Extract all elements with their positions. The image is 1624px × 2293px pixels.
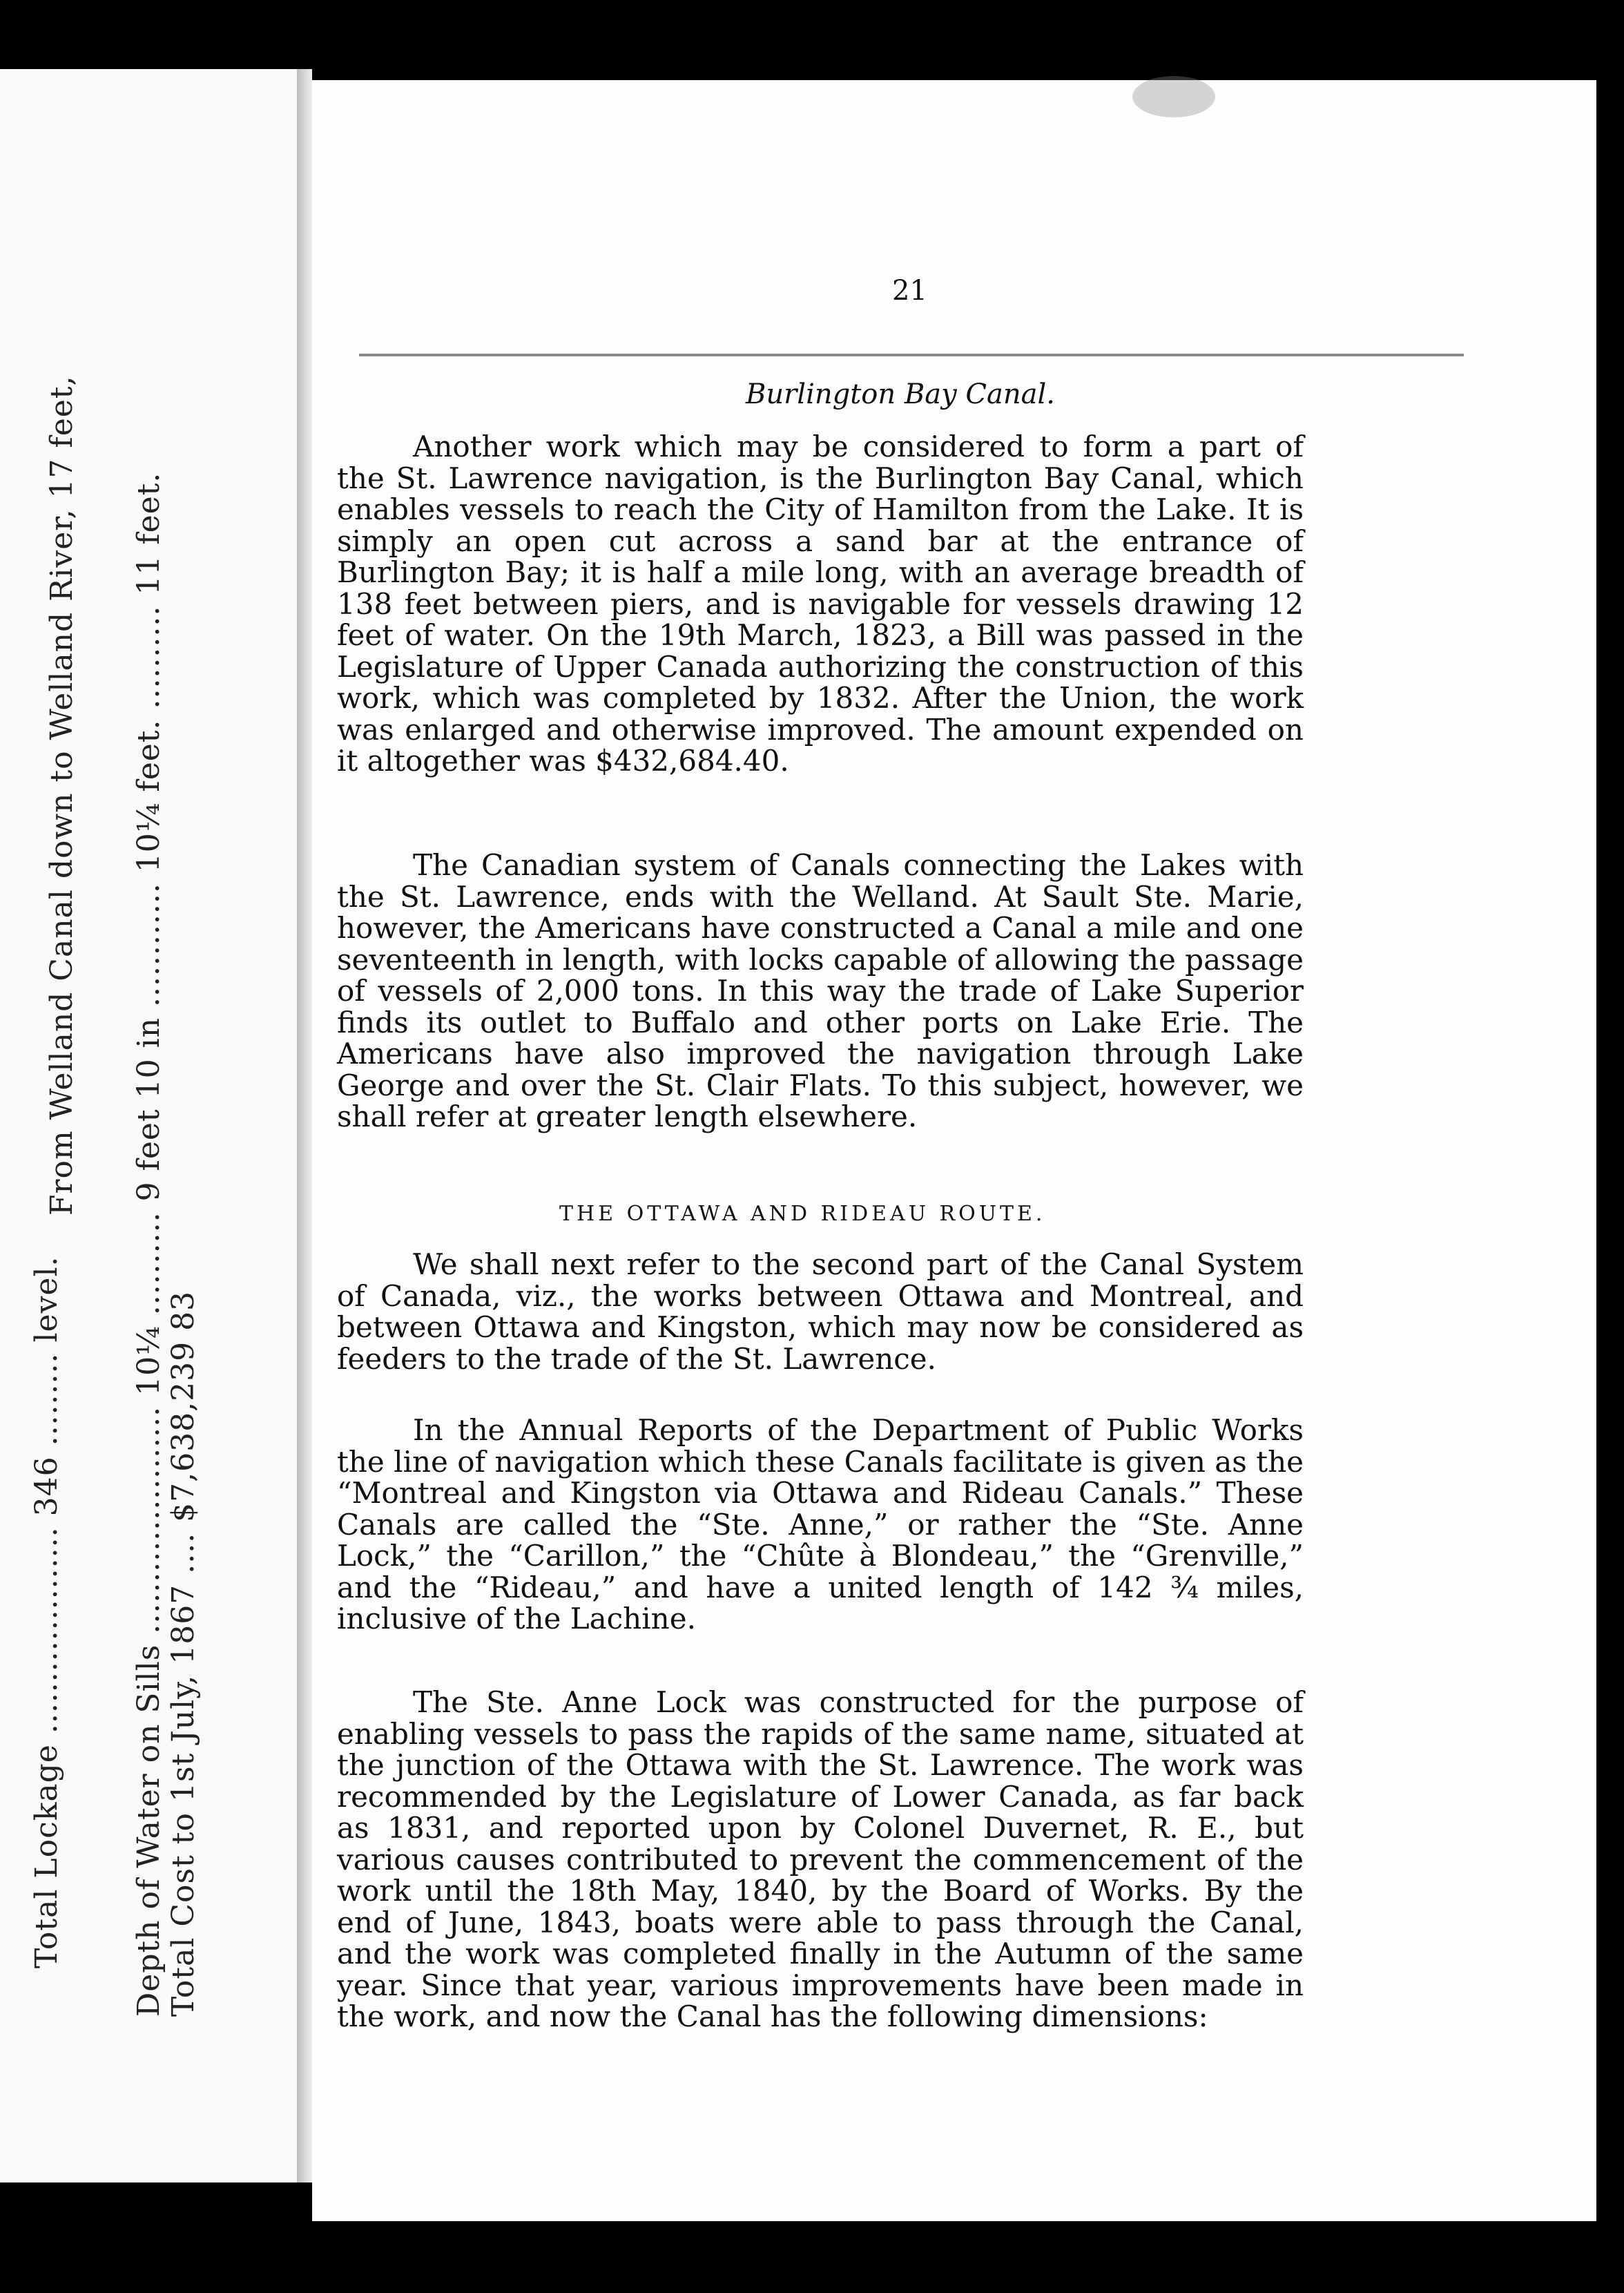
table-label: From Welland Canal down to Welland River, 17 feet, [44,375,79,1216]
table-label: Total Cost to 1st July, 1867 [166,1584,201,2017]
dot-leader: .................... [29,1526,64,1734]
dot-leader: ............ [131,872,166,1008]
table-row-total-cost [166,1291,201,2017]
table-value: 10¼ [131,1325,166,1396]
dot-leader: ...................... [131,1395,166,1634]
paragraph-annual-reports: In the Annual Reports of the Department of Public Works the line of navigation which these Canals facilitate is given as the “Montreal and Kingston via Ottawa and Rideau Canals.” These Canals are called the “Ste. Anne,” or rather the “Ste. Anne Lock,” the “Carillon,” the “Chûte à Blondeau,” the “Grenville,” and the “Rideau,” and have a united length of 142 ¾ miles, inclusive of the Lachine. [337,1413,1304,1635]
header-rule [359,354,1464,356]
dot-leader: .... [166,1522,201,1574]
table-row-welland-river [44,376,80,1216]
dot-leader: .......... [131,1201,166,1316]
table-level-word: level. [29,1256,64,1343]
table-row-total-lockage [29,1256,64,1968]
table-label: Depth of Water on Sills [131,1644,166,2017]
dot-leader: ......... [29,1342,64,1446]
paragraph-ottawa-intro: We shall next refer to the second part of the Canal System of Canada, viz., the works between Ottawa and Montreal, and between Ottawa and Kingston, which may now be considered as feeders to the trade of the St. Lawrence. [337,1247,1304,1376]
table-label: Total Lockage [29,1744,64,1968]
section-title: Burlington Bay Canal. [746,378,1055,410]
table-extra: 9 feet 10 in [131,1017,166,1202]
table-value-2: 11 feet. [131,472,166,595]
table-extra-2: 10¼ feet. [131,719,166,873]
page-stain [1132,76,1215,117]
book-spine [297,69,312,2182]
paragraph-canadian-system: The Canadian system of Canals connecting the Lakes with the St. Lawrence, ends with the Welland. At Sault Ste. Marie, however, the Americans have constructed a Canal a mile and one seventeenth in length, with locks capable of allowing the passage of vessels of 2,000 tons. In this way the trade of Lake Superior finds its outlet to Buffalo and other ports on Lake Erie. The Americans have also improved the navigation through Lake George and over the St. Clair Flats. To this subject, however, we shall refer at greater length elsewhere. [337,848,1304,1133]
dot-leader: .......... [131,595,166,709]
table-value: $7,638,239 83 [166,1290,201,1522]
page-number: 21 [892,275,927,307]
route-heading: THE OTTAWA AND RIDEAU ROUTE. [559,1202,1046,1226]
table-value: 346 [29,1456,64,1517]
paragraph-burlington: Another work which may be considered to form a part of the St. Lawrence navigation, is the Burlington Bay Canal, which enables vessels to reach the City of Hamilton from the Lake. It is simply an open cut across a sand bar at the entrance of Burlington Bay; it is half a mile long, with an average breadth of 138 feet between piers, and is navigable for vessels drawing 12 feet of water. On the 19th March, 1823, a Bill was passed in the Legislature of Upper Canada authorizing the construction of this work, which was completed by 1832. After the Union, the work was enlarged and otherwise improved. The amount expended on it altogether was $432,684.40. [337,430,1304,778]
paragraph-ste-anne: The Ste. Anne Lock was constructed for the purpose of enabling vessels to pass the rapids of the same name, situated at the junction of the Ottawa with the St. Lawrence. The work was recommended by the Legislature of Lower Canada, as far back as 1831, and reported upon by Colonel Duvernet, R. E., but various causes contributed to prevent the commencement of the work until the 18th May, 1840, by the Board of Works. By the end of June, 1843, boats were able to pass through the Canal, and the work was completed finally in the Autumn of the same year. Since that year, various improvements have been made in the work, and now the Canal has the following dimensions: [337,1685,1304,2033]
table-row-depth-on-sills [131,472,166,2017]
